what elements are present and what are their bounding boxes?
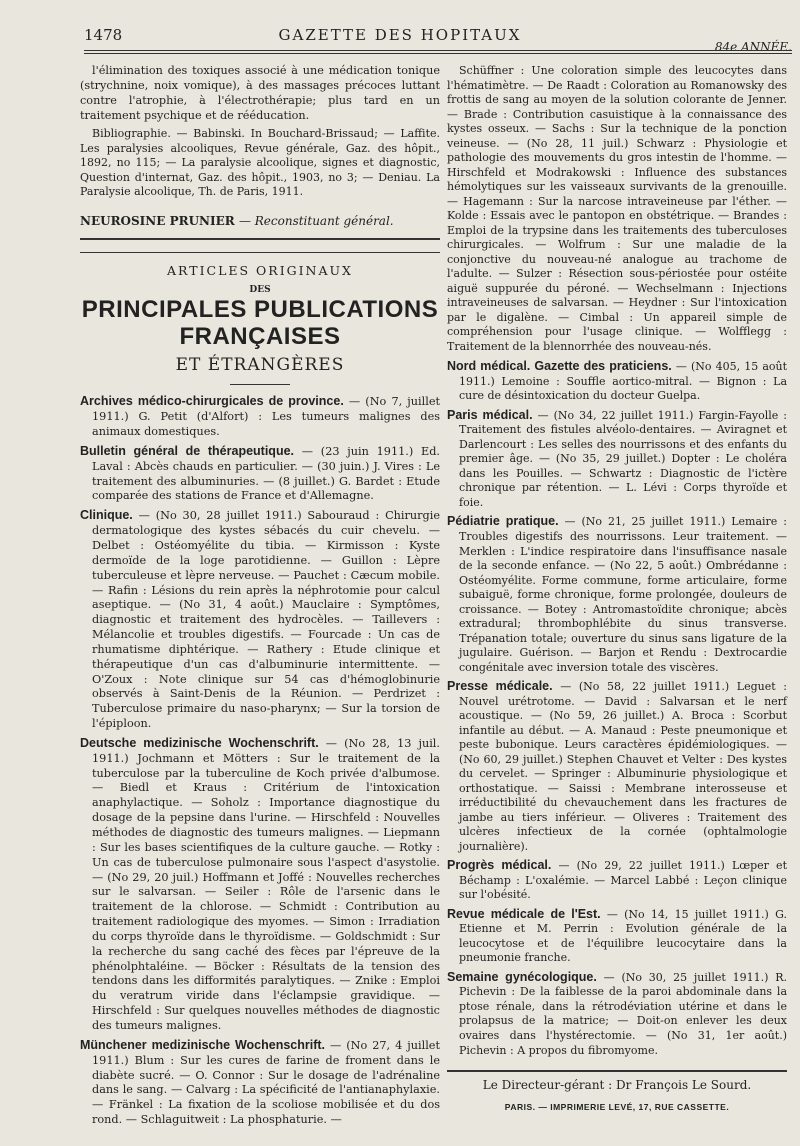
running-title: GAZETTE DES HOPITAUX (278, 26, 522, 44)
journal-name: Presse médicale. (447, 679, 553, 694)
entry-text: — (No 405, 15 août 1911.) Lemoine : Souffle aortico-mitral. — Bignon : La cure de désintoxication du docteur Guelpa. (459, 360, 788, 403)
journal-entry (447, 513, 787, 675)
entry-text: — (No 58, 22 juillet 1911.) Leguet : Nouvel urétrotome. — David : Salvarsan et le nerf acoustique. — (No 59, 26 juillet.) A. Broca : Scorbut infantile au début. — A. Manaud : Peste pneumonique et peste bubonique. Leurs caractères épidémiologiques. — (No 60, 29 juillet.) Stephen Chauvet et Velter : Des kystes du cervelet. — Springer : Albuminurie physiologique et orthostatique. — Saissi : Membrane interosseuse et irréductibilité du chevauchement dans les fractures de jambe au tiers inférieur. — Oliveres : Traitement des ulcères infectieux de la cornée (ophtalmologie journalière). (459, 680, 787, 853)
journal-entry (447, 678, 787, 854)
entry-text: — (23 juin 1911.) Ed. Laval : Abcès chauds en particulier. — (30 juin.) J. Vires : Le traitement des albuminuries. — (8 juillet.) G. Bardet : Etude comparée des stations de France et d'Allemagne. (92, 444, 440, 503)
advertisement (80, 214, 440, 240)
journal-entry (80, 393, 440, 440)
printer-imprint: PARIS. — IMPRIMERIE LEVÉ, 17, RUE CASSETTE. (504, 1101, 730, 1112)
right-column (447, 64, 787, 1113)
journal-entry (447, 969, 787, 1058)
journal-entry (80, 507, 440, 732)
entry-text: — (No 29, 22 juillet 1911.) Lœper et Béchamp : L'oxalémie. — Marcel Labbé : Leçon clinique sur l'obésité. (459, 859, 787, 902)
divider (230, 384, 290, 385)
continued-paragraph: Schüffner : Une coloration simple des leucocytes dans l'hématimètre. — De Raadt : Coloration au Romanowsky des frottis de sang au moyen de la solution colorante de Jenner. — Brade : Contribution casuistique à la connaissance des kystes osseux. — Sachs : Sur la technique de la ponction veineuse. — (No 28, 11 juil.) Schwarz : Physiologie et pathologie des mouvements du gros intestin de l'homme. — Hirschfeld et Modrakowski : Influence des substances hémolytiques sur les vaisseaux survivants de la grenouille. — Hagemann : Sur la narcose intraveineuse par l'éther. — Kolde : Essais avec le pantopon en obstétrique. — Brandes : Emploi de la trypsine dans les traitements des tuberculoses chirurgicales. — Wolfrum : Sur une maladie de la conjonctive du nouveau-né analogue au trachome de l'adulte. — Sulzer : Résection sous-périostée pour ostéite aiguë suppurée du péroné. — Wechselmann : Injections intraveineuses de salvarsan. — Heydner : Sur l'intoxication par le digalène. — Cimbal : Un appareil simple de compréhension pour l'usage clinique. — Wolfflegg : Traitement de la blennorrhée des nouveau-nés. (447, 64, 787, 353)
journal-entry (447, 407, 787, 511)
journal-entry (80, 735, 440, 1034)
publisher-footer: Le Directeur-gérant : Dr François Le Sourd. (447, 1070, 787, 1094)
journal-name: Clinique. (80, 508, 133, 523)
journal-entry (447, 358, 787, 404)
page-number: 1478 (84, 26, 123, 44)
journal-entry (447, 906, 787, 966)
section-subtitle: ET ÉTRANGÈRES (175, 354, 345, 375)
journal-entry (80, 1037, 440, 1128)
section-title: ARTICLES ORIGINAUX (80, 252, 440, 280)
left-column (80, 64, 440, 1131)
header-rule-double (84, 53, 792, 54)
journal-name: Progrès médical. (447, 858, 552, 873)
bibliography: Bibliographie. — Babinski. In Bouchard-Brissaud; — Laffite. Les paralysies alcooliques, Revue générale, Gaz. des hôpit., 1892, no 115; — La paralysie alcoolique, signes et diagnostic, Question d'internat, Gaz. des hôpit., 1903, no 3; — Deniau. La Paralysie alcoolique, Th. de Paris, 1911. (80, 127, 440, 199)
entry-text: — (No 27, 4 juillet 1911.) Blum : Sur les cures de farine de froment dans le diabète sucré. — O. Connor : Sur le dosage de l'adrénaline dans le sang. — Calvarg : La spécificité de l'antianaphylaxie. — Fränkel : La fixation de la scoliose mobilisée et du dos rond. — Schlaguitweit : La phosphaturie. — (92, 1038, 440, 1127)
journal-name: Münchener medizinische Wochenschrift. (80, 1037, 326, 1052)
ad-tagline: — Reconstituant général. (238, 213, 394, 228)
entry-text: — (No 28, 13 juil. 1911.) Jochmann et Mötters : Sur le traitement de la tuberculose par la tuberculine de Koch privée d'albumose. — Biedl et Kraus : Critérium de l'intoxication anaphylactique. — Soholz : Importance diagnostique du dosage de la pepsine dans l'urine. — Hirschfeld : Nouvelles méthodes de diagnostic des tumeurs malignes. — Liepmann : Sur les bases scientifiques de la culture gauche. — Rotky : Un cas de tuberculose pulmonaire sous l'aspect d'asystolie. — (No 29, 20 juil.) Hoffmann et Joffé : Nouvelles recherches sur le salvarsan. — Seiler : Rôle de l'arsenic dans le traitement de la chlorose. — Schmidt : Contribution au traitement radiologique des myomes. — Simon : Irradiation du corps thyroïde dans le thyroïdisme. — Goldschmidt : Sur la recherche du sang caché des fèces par l'épreuve de la phénolphtaléine. — Böcker : Résultats de la tension des tendons dans les difformités paralytiques. — Znike : Emploi du veratrum viride dans l'éclampsie gravidique. — Hirschfeld : Sur quelques nouvelles méthodes de diagnostic des tumeurs malignes. (92, 736, 440, 1032)
journal-name: Bulletin général de thérapeutique. (80, 443, 295, 458)
journal-name: Pédiatrie pratique. (447, 514, 559, 529)
journal-name: Semaine gynécologique. (447, 969, 597, 984)
entry-text: — (No 7, juillet 1911.) G. Petit (d'Alfort) : Les tumeurs malignes des animaux domestiques. (92, 395, 441, 439)
journal-name: Paris médical. (447, 407, 533, 422)
intro-paragraph: l'élimination des toxiques associé à une médication tonique (strychnine, noix vomique), à des massages précoces luttant contre l'atrophie, à l'électrothérapie; plus tard en un traitement psychique et de rééducation. (80, 64, 440, 122)
journal-entry (80, 443, 440, 504)
journal-name: Nord médical. Gazette des praticiens. (447, 359, 672, 374)
entry-text: — (No 21, 25 juillet 1911.) Lemaire : Troubles digestifs des nourrissons. Leur traitement. — Merklen : L'indice respiratoire dans l'insuffisance nasale de la seconde enfance. — (No 22, 5 août.) Ombrédanne : Ostéomyélite. Forme commune, forme articulaire, forme subaiguë, forme chronique, forme prolongée, douleurs de croissance. — Botey : Antromastoïdite chronique; abcès extradural; thrombophlébite du sinus transverse. Trépanation totale; ouverture du sinus sans ligature de la jugulaire. Guérison. — Barjon et Rendu : Dextrocardie congénitale avec inversion totale des viscères. (459, 515, 787, 674)
journal-name: Deutsche medizinische Wochenschrift. (80, 735, 319, 750)
ad-name: NEUROSINE PRUNIER (80, 213, 235, 228)
journal-entry (447, 857, 787, 903)
entry-text: — (No 30, 28 juillet 1911.) Sabouraud : Chirurgie dermatologique des kystes sébacés du cuir chevelu. — Delbet : Ostéomyélite du tibia. — Kirmisson : Kyste dermoïde de la loge parotidienne. — Guillon : Lèpre tuberculeuse et lèpre nerveuse. — Pauchet : Cæcum mobile. — Rafin : Lésions du rein après la néphrotomie pour calcul aseptique. — (No 31, 4 août.) Mauclaire : Symptômes, diagnostic et traitement des hydrocèles. — Taillevers : Mélancolie et troubles digestifs. — Fourcade : Un cas de rhumatisme diphtérique. — Rathery : Etude clinique et thérapeutique d'un cas d'albuminurie intermittente. — O'Zoux : Note clinique sur 54 cas d'hémoglobinurie observés à Saint-Denis de la Réunion. — Perdrizet : Tuberculose primaire du naso-pharynx; — Sur la torsion de l'épiploon. (92, 509, 440, 731)
section-connector: DES (249, 285, 271, 296)
journal-name: Revue médicale de l'Est. (447, 906, 601, 921)
header-rule (84, 50, 792, 51)
year-label: 84e ANNÉE. (714, 40, 792, 54)
section-heading (80, 252, 440, 386)
section-main-title: PRINCIPALES PUBLICATIONS FRANÇAISES (81, 296, 439, 350)
entry-text: — (No 14, 15 juillet 1911.) G. Etienne et M. Perrin : Evolution générale de la leucocytose et de l'équilibre leucocytaire dans la pneumonie franche. (459, 907, 787, 965)
journal-name: Archives médico-chirurgicales de province. (80, 394, 344, 409)
entry-text: — (No 34, 22 juillet 1911.) Fargin-Fayolle : Traitement des fistules alvéolo-dentaires. — Aviragnet et Darlencourt : Les selles des nourrissons et des enfants du premier âge. — (No 35, 29 juillet.) Dopter : Le choléra dans les Pouilles. — Schwartz : Diagnostic de l'ictère chronique par rétention. — L. Lévi : Corps thyroïde et foie. (459, 408, 787, 509)
entry-text: — (No 30, 25 juillet 1911.) R. Pichevin : De la faiblesse de la paroi abdominale dans la ptose rénale, dans la rétrodéviation utérine et dans le prolapsus de la matrice; — Doit-on enlever les deux ovaires dans l'hystérectomie. — (No 31, 1er août.) Pichevin : A propos du fibromyome. (459, 970, 787, 1057)
